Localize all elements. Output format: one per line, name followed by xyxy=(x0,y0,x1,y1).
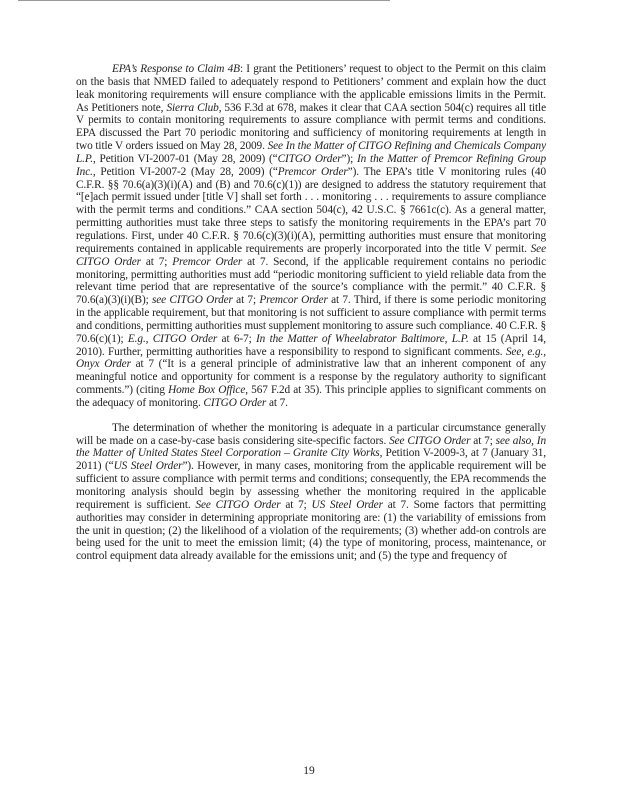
text-run: at 7; xyxy=(280,498,312,511)
text-run: , 536 F.3d at 678, makes it clear that CAA section 504(c) requires all title V permits to contain monitoring requirements to assure compliance with permit terms and conditions. EPA discussed the Part 70 periodic monitoring and sufficiency of monitoring requirements at length in two title V orders issued on May 28, 2009. xyxy=(76,101,547,153)
text-run: : I grant the Petitioners’ request to object to the Permit on this claim on the basis that NMED failed to adequately respond to Petitioners’ comment and explain how the duct leak monitoring requirements will ensure compliance with the applicable emissions limits in the Permit. As Petitioners note, xyxy=(76,63,546,114)
italic-citation: Premcor Order xyxy=(259,294,328,307)
text-run: at 7 (“It is a general principle of administrative law that an inherent component of any meaningful notice and opportunity for comment is a response by the regulatory authority to significant comments.”) (citing xyxy=(76,358,546,397)
italic-citation: CITGO Order xyxy=(203,396,267,409)
italic-citation: Premcor Order xyxy=(172,255,243,268)
text-run: at 15 (April 14, 2010). Further, permitting authorities have a responsibility to respond to significant comments. xyxy=(76,332,546,358)
italic-citation: See, e.g., Onyx Order xyxy=(76,345,546,371)
top-rule xyxy=(18,0,390,1)
italic-citation: US Steel Order xyxy=(113,460,183,473)
text-run: ”); xyxy=(341,152,357,165)
italic-citation: EPA’s Response to Claim 4B xyxy=(112,63,240,75)
italic-citation: US Steel Order xyxy=(311,498,383,511)
text-run: The determination of whether the monitoring is adequate in a particular circumstance generally will be made on a case-by-case basis considering site-specific factors. xyxy=(76,421,546,447)
italic-citation: Premcor Order xyxy=(277,165,348,178)
text-run: , Petition VI-2007-01 (May 28, 2009) (“ xyxy=(92,152,278,165)
italic-citation: In the Matter of Premcor Refining Group Inc. xyxy=(76,152,546,178)
text-run: at 7; xyxy=(232,294,260,307)
text-run: at 7; xyxy=(140,255,173,268)
page-number: 19 xyxy=(303,765,315,777)
paragraph-epa-response-claim-4b xyxy=(76,63,546,410)
text-run: , 567 F.2d at 35). This principle applies to significant comments on the adequacy of monitoring. xyxy=(76,384,546,409)
italic-citation: see also, In the Matter of United States Steel Corporation – Granite City Works xyxy=(76,434,546,460)
text-run: , Petition V-2009-3, at 7 (January 31, 2011) (“ xyxy=(76,447,546,473)
italic-citation: Home Box Office xyxy=(168,384,246,397)
italic-citation: See CITGO Order xyxy=(195,498,281,511)
italic-citation: Sierra Club xyxy=(166,101,219,114)
paragraph-monitoring-determination xyxy=(76,422,546,563)
italic-citation: see CITGO Order xyxy=(151,294,233,307)
italic-citation: See In the Matter of CITGO Refining and Chemicals Company L.P. xyxy=(76,140,546,165)
text-run: ”). However, in many cases, monitoring from the applicable requirement will be sufficient to assure compliance with permit terms and conditions; consequently, the EPA recommends the monitoring analysis should begin by assessing whether the monitoring required in the applicable requirement is sufficient. xyxy=(76,460,546,511)
text-run: at 7; xyxy=(470,434,496,447)
document-page xyxy=(76,63,546,563)
text-run: , Petition VI-2007-2 (May 28, 2009) (“ xyxy=(92,165,278,178)
italic-citation: See CITGO Order xyxy=(76,242,546,268)
italic-citation: See CITGO Order xyxy=(389,434,471,447)
italic-citation: In the Matter of Wheelabrator Baltimore, L.P. xyxy=(256,332,469,345)
text-run: at 7. Second, if the applicable requirement contains no periodic monitoring, permitting authorities must add “periodic monitoring sufficient to yield reliable data from the relevant time period that are representative of the source’s compliance with the permit.” 40 C.F.R. § 70.6(a)(3)(i)(B); xyxy=(76,255,546,307)
text-run: at 7. xyxy=(266,396,288,409)
italic-citation: CITGO Order xyxy=(277,152,342,165)
text-run: at 7. Some factors that permitting authorities may consider in determining appropriate monitoring are: (1) the variability of emissions from the unit in question; (2) the likelihood of a violation of the requirements; (3) whether add-on controls are being used for the unit to meet the emission limit; (4) the type of monitoring, process, maintenance, or control equipment data already available for the emissions unit; and (5) the type and frequency of xyxy=(76,498,546,563)
text-run: at 6-7; xyxy=(217,332,257,345)
text-run: at 7. Third, if there is some periodic monitoring in the applicable requirement, but that monitoring is not sufficient to assure compliance with permit terms and conditions, permitting authorities must supplement monitoring to assure such compliance. 40 C.F.R. § 70.6(c)(1); xyxy=(76,294,547,345)
text-run: ”). The EPA’s title V monitoring rules (40 C.F.R. §§ 70.6(a)(3)(i)(A) and (B) and 70.6(c)(1)) are designed to address the statutory requirement that “[e]ach permit issued under [title V] shall set forth . . . monitoring . . . requirements to assure compliance with the permit terms and conditions.” CAA section 504(c), 42 U.S.C. § 7661c(c). As a general matter, permitting authorities must take three steps to satisfy the monitoring requirements in the EPA’s part 70 regulations. First, under 40 C.F.R. § 70.6(c)(3)(i)(A), permitting authorities must ensure that monitoring requirements contained in applicable requirements are properly incorporated into the title V permit. xyxy=(76,165,546,255)
italic-citation: E.g., CITGO Order xyxy=(127,332,218,345)
